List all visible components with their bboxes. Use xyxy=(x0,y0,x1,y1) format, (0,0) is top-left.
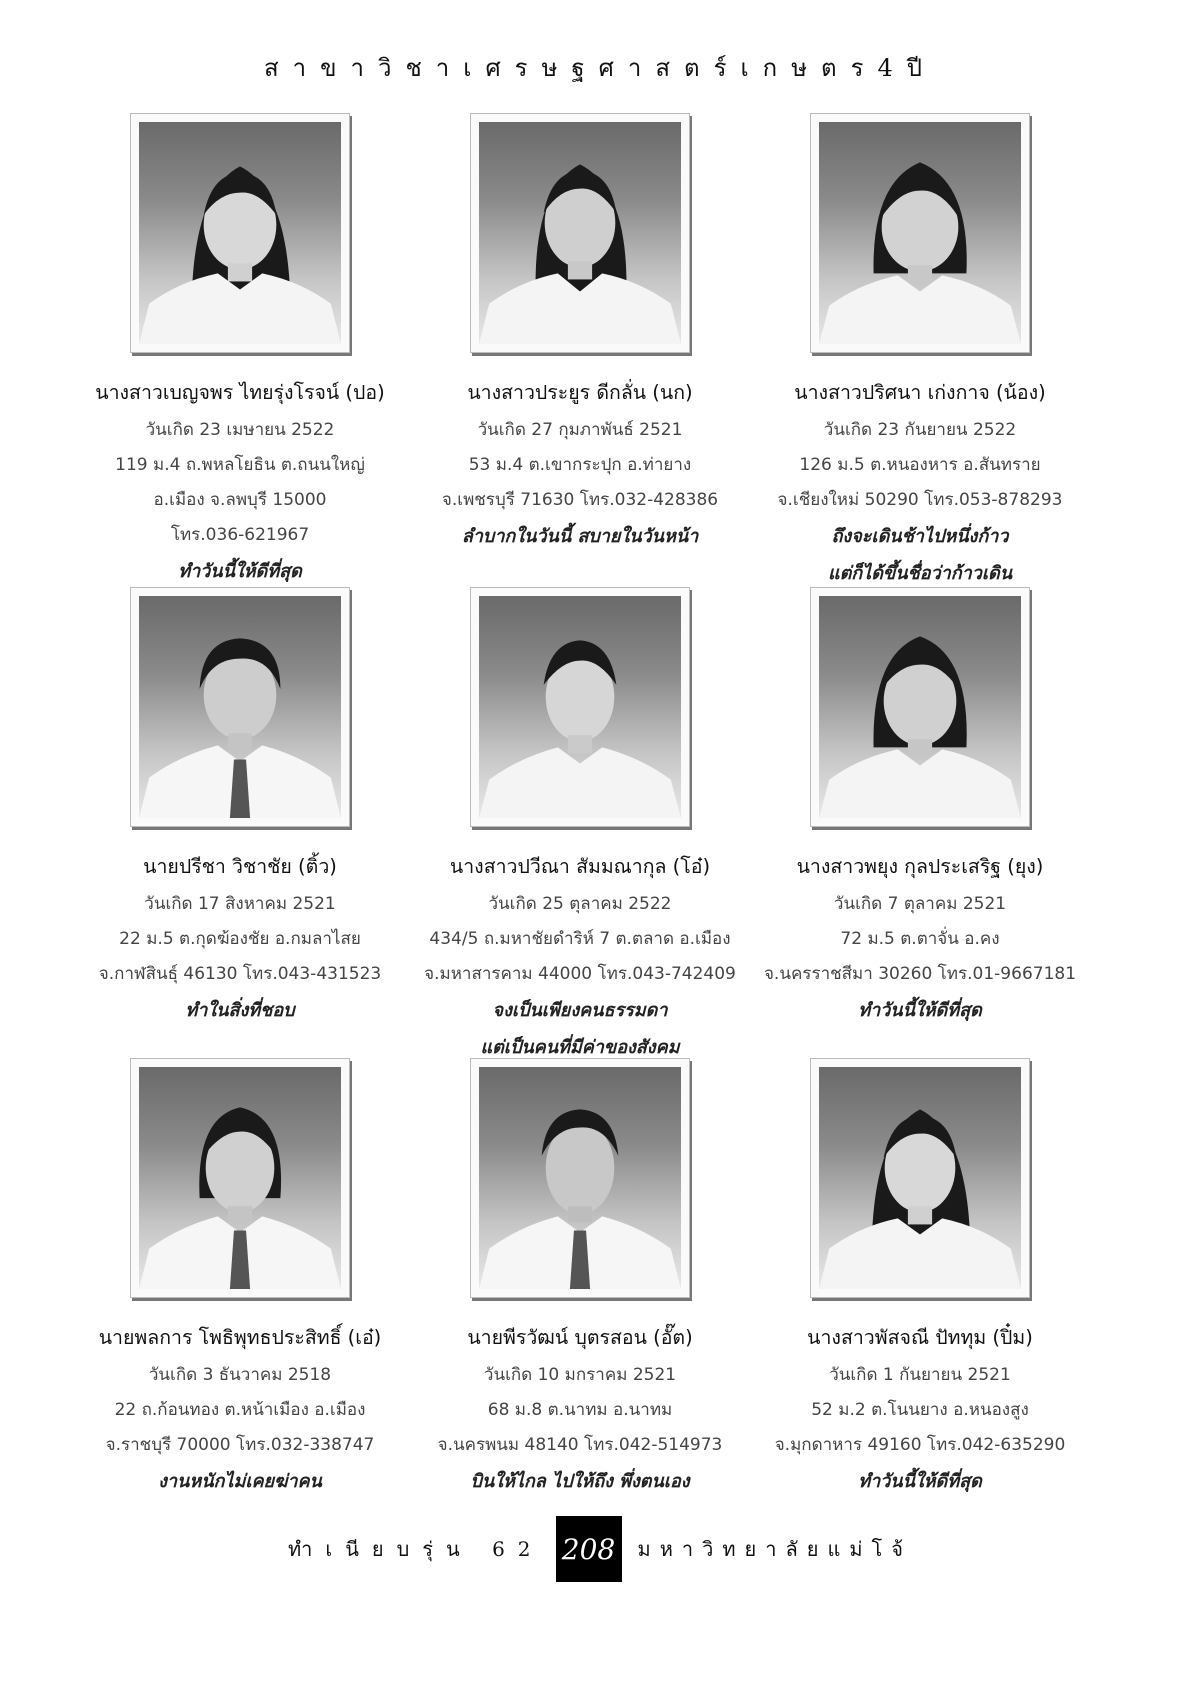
portrait-male-with-tie xyxy=(139,1067,341,1289)
student-birthdate: วันเกิด 23 กันยายน 2522 xyxy=(823,420,1017,440)
yearbook-title: ทำเนียบรุ่น 62 xyxy=(287,1537,544,1561)
student-photo xyxy=(470,113,690,353)
student-address: จ.เพชรบุรี 71630 โทร.032-428386 xyxy=(441,490,719,510)
student-address: 434/5 ถ.มหาชัยดำริห์ 7 ต.ตลาด อ.เมือง xyxy=(429,929,731,949)
student-address: 119 ม.4 ถ.พหลโยธิน ต.ถนนใหญ่ xyxy=(115,455,365,475)
student-photo xyxy=(810,587,1030,827)
student-photo xyxy=(130,587,350,827)
student-address: 22 ม.5 ต.กุดฆ้องชัย อ.กมลาไสย xyxy=(119,929,361,949)
student-name: นางสาวพยุง กุลประเสริฐ (ยุง) xyxy=(796,855,1044,878)
student-motto: ถึงจะเดินช้าไปหนึ่งก้าว xyxy=(831,526,1009,547)
student-motto: ทำในสิ่งที่ชอบ xyxy=(185,1000,295,1021)
page-header: สาขาวิชาเศรษฐศาสตร์เกษตร4ปี xyxy=(263,54,936,82)
student-photo xyxy=(130,1058,350,1298)
student-photo xyxy=(810,113,1030,353)
student-name: นางสาวพัสจณี ปัททุม (ปิ๋ม) xyxy=(807,1326,1033,1349)
student-photo xyxy=(470,1058,690,1298)
student-card xyxy=(740,1058,1100,1495)
portrait-female-long-hair xyxy=(479,122,681,344)
student-birthdate: วันเกิด 7 ตุลาคม 2521 xyxy=(833,894,1007,914)
student-birthdate: วันเกิด 23 เมษายน 2522 xyxy=(145,420,335,440)
student-address: จ.มุกดาหาร 49160 โทร.042-635290 xyxy=(774,1435,1066,1455)
student-birthdate: วันเกิด 1 กันยายน 2521 xyxy=(829,1365,1011,1385)
portrait-male-with-tie xyxy=(479,1067,681,1289)
student-phone: โทร.036-621967 xyxy=(170,525,310,545)
student-name: นายพลการ โพธิพุทธประสิทธิ์ (เอ๋) xyxy=(98,1326,382,1349)
student-motto: แต่ก็ได้ขึ้นชื่อว่าก้าวเดิน xyxy=(827,563,1013,584)
student-birthdate: วันเกิด 17 สิงหาคม 2521 xyxy=(144,894,336,914)
portrait-female-long-hair xyxy=(819,1067,1021,1289)
student-photo xyxy=(810,1058,1030,1298)
student-motto: แต่เป็นคนที่มีค่าของสังคม xyxy=(480,1037,680,1058)
portrait-male-with-tie xyxy=(139,596,341,818)
student-card xyxy=(400,1058,760,1495)
student-address: จ.กาฬสินธุ์ 46130 โทร.043-431523 xyxy=(98,964,382,984)
student-birthdate: วันเกิด 25 ตุลาคม 2522 xyxy=(488,894,672,914)
student-motto: ทำวันนี้ให้ดีที่สุด xyxy=(858,1471,982,1492)
student-address: 72 ม.5 ต.ตาจั่น อ.คง xyxy=(840,929,1000,949)
page-number: 208 xyxy=(556,1516,622,1582)
student-name: นายพีรวัฒน์ บุตรสอน (อั๊ต) xyxy=(467,1326,693,1349)
page-footer xyxy=(0,1516,1200,1582)
student-address: จ.นครพนม 48140 โทร.042-514973 xyxy=(437,1435,723,1455)
student-card xyxy=(740,113,1100,587)
student-photo xyxy=(470,587,690,827)
student-card xyxy=(400,113,760,550)
student-birthdate: วันเกิด 3 ธันวาคม 2518 xyxy=(148,1365,332,1385)
student-motto: บินให้ไกล ไปให้ถึง พึ่งตนเอง xyxy=(470,1471,690,1492)
student-address: 22 ถ.ก้อนทอง ต.หน้าเมือง อ.เมือง xyxy=(114,1400,366,1420)
student-address: จ.ราชบุรี 70000 โทร.032-338747 xyxy=(105,1435,375,1455)
portrait-female-bob-hair xyxy=(819,122,1021,344)
student-card xyxy=(60,587,420,1024)
student-address: 52 ม.2 ต.โนนยาง อ.หนองสูง xyxy=(811,1400,1029,1420)
portrait-female-tied-hair xyxy=(479,596,681,818)
student-name: นางสาวเบญจพร ไทยรุ่งโรจน์ (ปอ) xyxy=(95,381,385,404)
student-address: 126 ม.5 ต.หนองหาร อ.สันทราย xyxy=(799,455,1041,475)
student-address: 53 ม.4 ต.เขากระปุก อ.ท่ายาง xyxy=(468,455,692,475)
student-address: จ.นครราชสีมา 30260 โทร.01-9667181 xyxy=(763,964,1077,984)
student-card xyxy=(740,587,1100,1024)
student-card xyxy=(60,1058,420,1495)
student-birthdate: วันเกิด 10 มกราคม 2521 xyxy=(483,1365,677,1385)
student-name: นางสาวปวีณา สัมมณากุล (โอ๋) xyxy=(449,855,711,878)
student-birthdate: วันเกิด 27 กุมภาพันธ์ 2521 xyxy=(477,420,683,440)
university-name: มหาวิทยาลัยแม่โจ้ xyxy=(637,1537,913,1561)
student-motto: ทำวันนี้ให้ดีที่สุด xyxy=(858,1000,982,1021)
student-motto: ทำวันนี้ให้ดีที่สุด xyxy=(178,561,302,582)
student-address: จ.มหาสารคาม 44000 โทร.043-742409 xyxy=(424,964,736,984)
student-motto: จงเป็นเพียงคนธรรมดา xyxy=(492,1000,668,1021)
student-address: 68 ม.8 ต.นาทม อ.นาทม xyxy=(487,1400,673,1420)
student-address: อ.เมือง จ.ลพบุรี 15000 xyxy=(153,490,327,510)
student-photo xyxy=(130,113,350,353)
student-name: นางสาวประยูร ดีกลั่น (นก) xyxy=(467,381,693,404)
student-name: นางสาวปริศนา เก่งกาจ (น้อง) xyxy=(794,381,1046,404)
student-address: จ.เชียงใหม่ 50290 โทร.053-878293 xyxy=(777,490,1063,510)
student-motto: ลำบากในวันนี้ สบายในวันหน้า xyxy=(461,526,699,547)
student-name: นายปรีชา วิชาชัย (ติ้ว) xyxy=(143,855,337,878)
portrait-female-bob-hair xyxy=(819,596,1021,818)
student-motto: งานหนักไม่เคยฆ่าคน xyxy=(158,1471,322,1492)
portrait-female-long-hair xyxy=(139,122,341,344)
student-card xyxy=(60,113,420,585)
student-card xyxy=(400,587,760,1061)
